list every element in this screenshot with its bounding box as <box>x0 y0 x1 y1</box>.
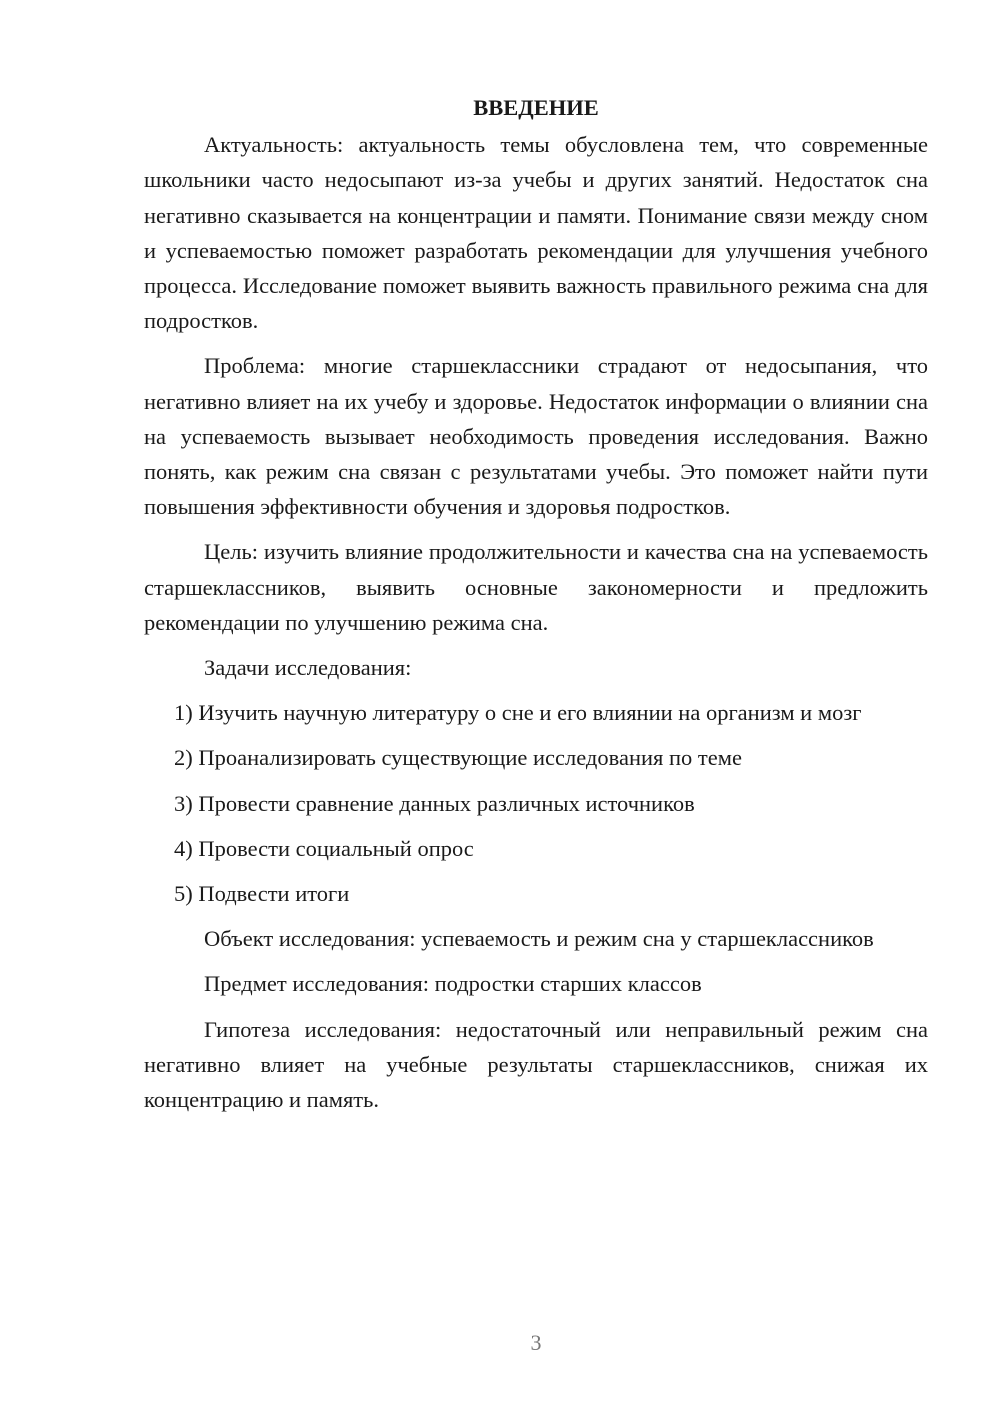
tasks-heading: Задачи исследования: <box>204 655 412 681</box>
goal-paragraph: Цель: изучить влияние продолжительности и качества сна на успеваемость старшеклассников, выявить основные закономерности и предложить рекомендации по улучшению режима сна. <box>144 539 928 635</box>
section-title: ВВЕДЕНИЕ <box>473 95 599 120</box>
subject-paragraph: Предмет исследования: подростки старших классов <box>204 971 702 997</box>
hypothesis-paragraph: Гипотеза исследования: недостаточный или неправильный режим сна негативно влияет на учебные результаты старшеклассников, снижая их концентрацию и память. <box>144 1016 928 1113</box>
task-item: 5) Подвести итоги <box>174 881 350 907</box>
task-item: 4) Провести социальный опрос <box>174 835 474 861</box>
task-item: 3) Провести сравнение данных различных источников <box>174 790 695 816</box>
task-item: 1) Изучить научную литературу о сне и его влиянии на организм и мозг <box>174 700 862 726</box>
tasks-list <box>144 695 928 911</box>
page-body <box>144 90 928 1117</box>
object-paragraph: Объект исследования: успеваемость и режим сна у старшеклассников <box>204 926 874 952</box>
relevance-paragraph: Актуальность: актуальность темы обусловлена тем, что современные школьники часто недосыпают из-за учебы и других занятий. Недостаток сна негативно сказывается на концентрации и памяти. Понимание связи между сном и успеваемостью поможет разработать рекомендации для улучшения учебного процесса. Исследование поможет выявить важность правильного режима сна для подростков. <box>144 132 928 334</box>
problem-paragraph: Проблема: многие старшеклассники страдают от недосыпания, что негативно влияет на их учебу и здоровье. Недостаток информации о влиянии сна на успеваемость вызывает необходимость проведения исследования. Важно понять, как режим сна связан с результатами учебы. Это поможет найти пути повышения эффективности обучения и здоровья подростков. <box>144 353 928 520</box>
task-item: 2) Проанализировать существующие исследования по теме <box>174 745 742 771</box>
page-number: 3 <box>530 1330 542 1355</box>
